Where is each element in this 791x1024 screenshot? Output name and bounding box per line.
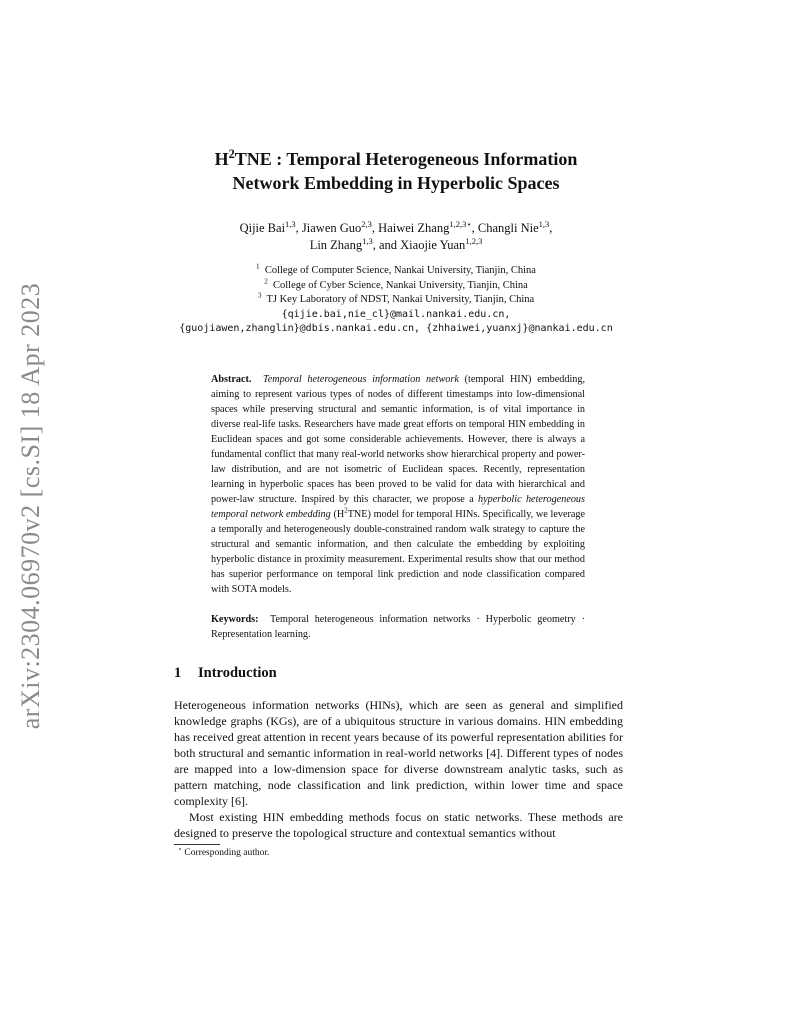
keywords (211, 612, 585, 642)
keywords-text: Temporal heterogeneous information networks · Hyperbolic geometry · Representation learning. (211, 614, 585, 640)
arxiv-sidebar-stamp (9, 283, 53, 728)
body-text (174, 697, 623, 841)
paragraph-2: Most existing HIN embedding methods focus on static networks. These methods are designed to preserve the topological structure and contextual semantics without (174, 810, 623, 840)
email-line-1: {qijie.bai,nie_cl}@mail.nankai.edu.cn, (281, 308, 511, 320)
section-title: Introduction (198, 665, 277, 681)
section-heading (174, 665, 277, 682)
author-line-2: Lin Zhang$^{1,3}$, and Xiaojie Yuan$^{1,2,3}$ (309, 235, 483, 252)
affiliation-3: $^3$ TJ Key Laboratory of NDST, Nankai University, Tianjin, China (257, 291, 535, 305)
paragraph-1: Heterogeneous information networks (HINs), which are seen as general and simplified knowledge graphs (KGs), are of a ubiquitous structure in various domains. HIN embedding has received great attention in recent years because of its powerful representation abilities for both structural and semantic information in real-world networks [4]. Different types of nodes are mapped into a low-dimension space for diverse downstream analytic tasks, such as pattern matching, node classification and link prediction, within lower time and space complexity [6]. (174, 698, 623, 808)
footnote: ⋆ Corresponding author. (178, 845, 270, 858)
footnote-rule (174, 844, 220, 845)
keywords-label: Keywords: (211, 614, 259, 625)
title-line-2: Network Embedding in Hyperbolic Spaces (232, 173, 560, 193)
abstract: Abstract. Temporal heterogeneous information network (temporal HIN) embedding, aiming to represent various types of nodes of different timestamps into low-dimensional spaces while preserving structural and semantic information, is of vital importance in diverse real-life tasks. Researchers have made great efforts on temporal HIN embedding in Euclidean spaces and got some considerable achievements. However, there is always a fundamental conflict that many real-world networks show hierarchical property and power-law distribution, and are not isometric of Euclidean spaces. Recently, representation learning in hyperbolic spaces has been proved to be valid for data with hierarchical and power-law structure. Inspired by this character, we propose a hyperbolic heterogeneous temporal network embedding $(H^2TNE)$ model for temporal HINs. Specifically, we leverage a temporally and heterogeneously double-constrained random walk strategy to capture the structural and semantic information, and then calculate the embedding by exploiting hyperbolic distance in proximity measurement. Experimental results show that our method has superior performance on temporal link prediction and node classification compared with SOTA models. (211, 374, 586, 595)
author-list (174, 220, 618, 254)
arxiv-identifier: arXiv:2304.06970v2 [cs.SI] 18 Apr 2023 (16, 282, 45, 729)
abstract-label: Abstract. (211, 374, 252, 385)
author-line-1: Qijie Bai$^{1,3}$, Jiawen Guo$^{2,3}$, Haiwei Zhang$^{1,2,3⋆}$, Changli Nie$^{1,3}$, (239, 218, 553, 235)
title-line-1: $H^2TNE$ : Temporal Heterogeneous Information (214, 147, 578, 169)
affiliation-2: $^2$ College of Cyber Science, Nankai University, Tianjin, China (264, 277, 528, 291)
section-number: 1 (174, 665, 182, 681)
paper-title (174, 147, 618, 195)
affiliation-1: $^1$ College of Computer Science, Nankai University, Tianjin, China (256, 262, 536, 276)
email-line-2: {guojiawen,zhanglin}@dbis.nankai.edu.cn, {zhhaiwei,yuanxj}@nankai.edu.cn (179, 323, 613, 334)
affiliations (150, 264, 642, 337)
